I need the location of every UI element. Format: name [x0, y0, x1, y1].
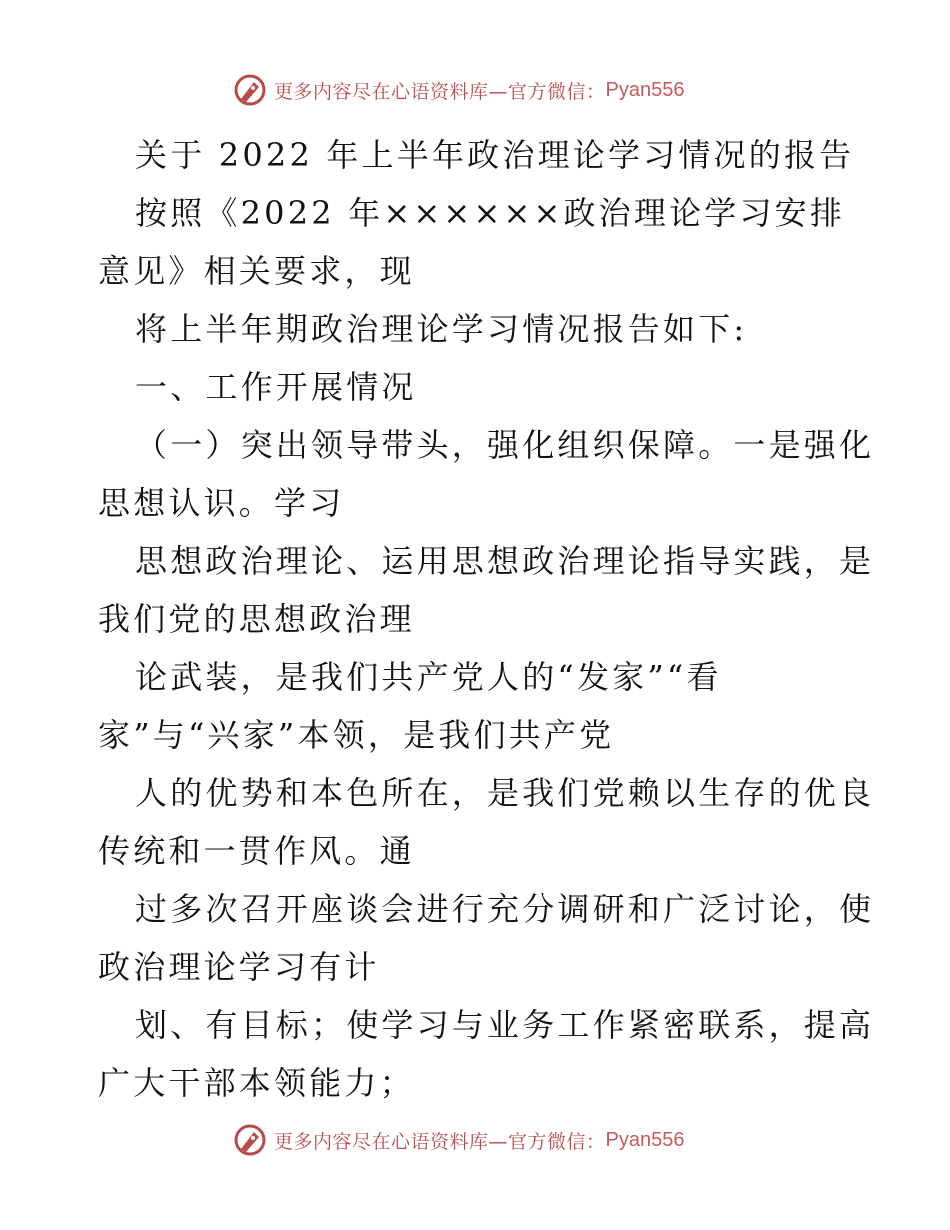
- paragraph-line: 意见》相关要求，现: [98, 252, 415, 290]
- paragraph-line: 过多次召开座谈会进行充分调研和广泛讨论，使: [135, 890, 875, 928]
- document-body: [98, 126, 875, 1112]
- paragraph-line: 划、有目标；使学习与业务工作紧密联系，提高: [135, 1006, 875, 1044]
- watermark-wechat-id: Pyan556: [605, 1128, 685, 1151]
- paragraph-line: 人的优势和本色所在，是我们党赖以生存的优良: [135, 774, 875, 812]
- pen-nib-logo-icon: [232, 72, 268, 108]
- watermark-wechat-id: Pyan556: [605, 78, 685, 101]
- paragraph-line: 传统和一贯作风。通: [98, 832, 415, 870]
- paragraph-line: （一）突出领导带头，强化组织保障。一是强化: [135, 426, 875, 464]
- watermark-text: 更多内容尽在心语资料库—官方微信：: [274, 80, 606, 103]
- paragraph-line: 将上半年期政治理论学习情况报告如下:: [135, 310, 748, 348]
- paragraph-line: 广大干部本领能力；: [98, 1064, 415, 1102]
- paragraph-line: 论武装，是我们共产党人的“发家”“看: [135, 658, 722, 696]
- pen-nib-logo-icon: [232, 1122, 268, 1158]
- document-title: 关于 2022 年上半年政治理论学习情况的报告: [135, 136, 855, 174]
- footer-watermark: [232, 1120, 684, 1160]
- header-watermark: [232, 70, 684, 110]
- paragraph-line: 政治理论学习有计: [98, 948, 380, 986]
- paragraph-line: 家”与“兴家”本领，是我们共产党: [98, 716, 615, 754]
- paragraph-line: 思想政治理论、运用思想政治理论指导实践，是: [135, 542, 875, 580]
- section-heading: 一、工作开展情况: [135, 368, 417, 406]
- paragraph-line: 按照《2022 年××××××政治理论学习安排: [135, 194, 846, 232]
- paragraph-line: 我们党的思想政治理: [98, 600, 415, 638]
- paragraph-line: 思想认识。学习: [98, 484, 345, 522]
- watermark-text: 更多内容尽在心语资料库—官方微信：: [274, 1130, 606, 1153]
